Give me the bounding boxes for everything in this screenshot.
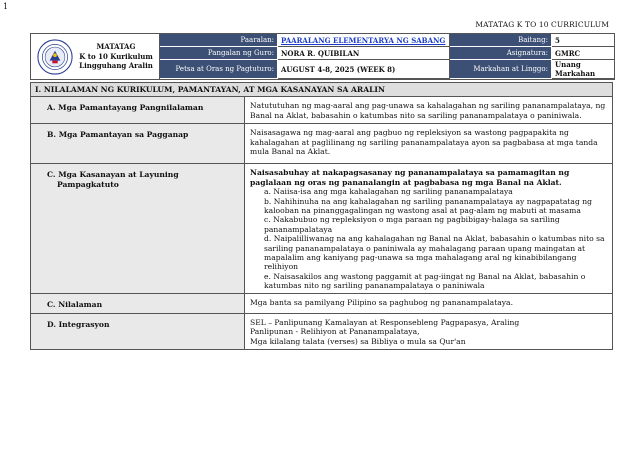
paaralan-value <box>278 34 450 47</box>
guro-value: NORA R. QUIBILAN <box>278 47 450 60</box>
kasanayan-label-line-1: C. Mga Kasanayan at Layuning <box>47 170 179 180</box>
row-text-kasanayan <box>245 164 613 293</box>
petsa-label: Petsa at Oras ng Pagtuturo: <box>160 60 278 79</box>
row-label-pamantayang-pangnilalaman: A. Mga Pamantayang Pangnilalaman <box>31 97 245 124</box>
kasanayan-intro: Naisasabuhay at nakapagsasanay ng pananampalataya sa pamamagitan ng paglalaan ng oras ng pananalangin at pagbabasa ng mga Banal na Aklat. <box>250 168 570 187</box>
kasanayan-list <box>250 187 608 290</box>
row-label-pamantayan-sa-pagganap: B. Mga Pamantayan sa Pagganap <box>31 124 245 164</box>
list-item: b. Nahihinuha na ang kahalagahan ng sariling pananampalataya ay nagpapatatag ng kalooban na pinanggagalingan ng wastong asal at pag-alam ng mabuti at masama <box>264 196 592 216</box>
section-title: I. NILALAMAN NG KURIKULUM, PAMANTAYAN, AT MGA KASANAYAN SA ARALIN <box>31 83 613 97</box>
row-label-kasanayan <box>31 164 245 293</box>
header-left-line-2: K to 10 Kurikulum <box>79 51 153 61</box>
row-label-nilalaman: C. Nilalaman <box>31 293 245 313</box>
paaralan-link[interactable]: PAARALANG ELEMENTARYA NG SABANG <box>281 35 446 45</box>
header-left-line-1: MATATAG <box>96 42 136 52</box>
table-row <box>31 97 613 124</box>
row-text-nilalaman: Mga banta sa pamilyang Pilipino sa paghubog ng pananampalataya. <box>245 293 613 313</box>
page-number: 1 <box>3 2 9 11</box>
table-row <box>31 293 613 313</box>
row-text-pamantayang-pangnilalaman: Natututuhan ng mag-aaral ang pag-unawa sa kahalagahan ng sariling pananampalataya, ng Banal na Aklat, babasahin o katumbas nito sa sariling pananampalataya o paniniwala. <box>245 97 613 124</box>
curriculum-header: MATATAG K TO 10 CURRICULUM <box>475 20 609 29</box>
lesson-info-header <box>30 33 615 80</box>
list-item: a. Naiisa-isa ang mga kahalagahan ng sariling pananampalataya <box>264 187 513 197</box>
integrasyon-line-2: Panlipunan - Relihiyon at Pananampalataya, <box>250 327 420 337</box>
list-item: d. Naipalilliwanag na ang kahalagahan ng Banal na Aklat, babasahin o katumbas nito sa sariling pananampalataya o paniniwala ay mahalagang paraan upang maingatan at mapalalim ang kaniyang pag-unawa sa mga mahalagang aral ng kinabibilangang relihiyon <box>264 234 605 272</box>
integrasyon-line-3: Mga kilalang talata (verses) sa Bibliya o mula sa Qur'an <box>250 336 466 346</box>
curriculum-table <box>30 82 613 350</box>
row-text-pamantayan-sa-pagganap: Naisasagawa ng mag-aaral ang pagbuo ng repleksiyon sa wastong pagpapakita ng kahalagahan at paglilinang ng sariling pananampalataya ayon sa pagbabasa at mga tanda mula Banal na Aklat. <box>245 124 613 164</box>
kasanayan-label-line-2: Pampagkatuto <box>57 179 119 189</box>
integrasyon-line-1: SEL – Panlipunang Kamalayan at Responsebleng Pagpapasya, Araling <box>250 317 520 327</box>
table-row <box>31 164 613 293</box>
list-item: e. Naisasakilos ang wastong paggamit at pag-iingat ng Banal na Aklat, babasahin o katumbas nito ng sariling pananampalataya o paniniwala <box>264 271 586 291</box>
header-left-title <box>73 42 159 71</box>
paaralan-label: Paaralan: <box>160 34 278 47</box>
row-label-integrasyon: D. Integrasyon <box>31 313 245 349</box>
asignatura-value: GMRC <box>552 47 614 60</box>
petsa-value: AUGUST 4-8, 2025 (WEEK 8) <box>278 60 450 79</box>
header-left-line-3: Lingguhang Aralin <box>79 61 153 71</box>
table-row <box>31 124 613 164</box>
deped-seal-icon <box>37 39 73 75</box>
markahan-value: Unang Markahan <box>552 60 614 79</box>
table-row <box>31 313 613 349</box>
baitang-value: 5 <box>552 34 614 47</box>
header-info-grid <box>160 34 614 79</box>
baitang-label: Baitang: <box>450 34 552 47</box>
asignatura-label: Asignatura: <box>450 47 552 60</box>
header-left-block <box>31 34 160 79</box>
list-item: c. Nakabubuo ng repleksiyon o mga paraan ng pagbibigay-halaga sa sariling pananampalataya <box>264 215 560 234</box>
markahan-label: Markahan at Linggo: <box>450 60 552 79</box>
guro-label: Pangalan ng Guro: <box>160 47 278 60</box>
row-text-integrasyon <box>245 313 613 349</box>
